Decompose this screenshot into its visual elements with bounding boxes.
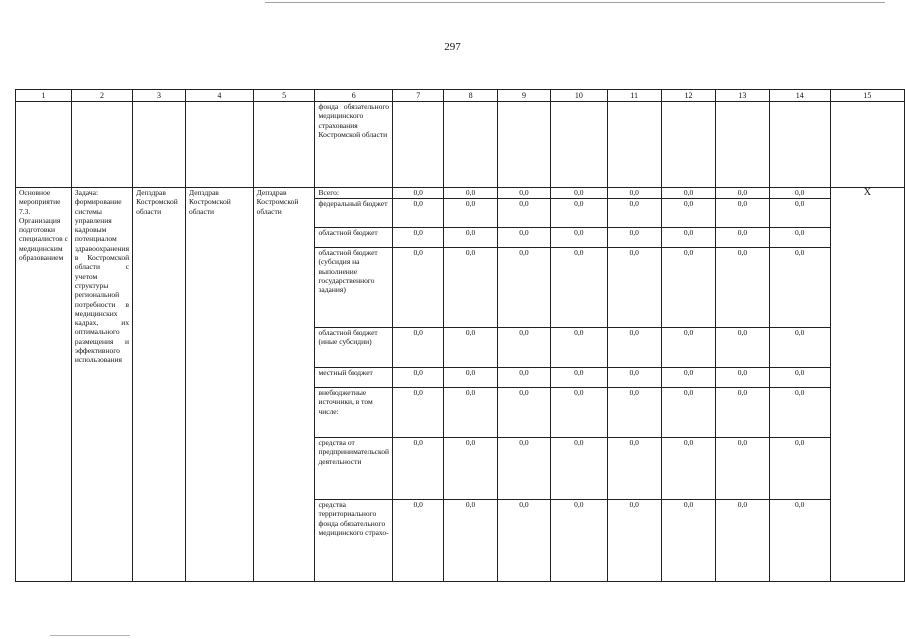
source-label: областной бюджет (субсидия на выполнение государственного задания) (315, 248, 393, 328)
value-cell: 0,0 (497, 368, 550, 388)
cell-empty (393, 102, 444, 188)
cell-empty (186, 102, 254, 188)
cell-empty (444, 102, 497, 188)
source-label: средства от предпринимательской деятельности (315, 438, 393, 500)
value-cell: 0,0 (607, 388, 661, 438)
table-row (16, 188, 905, 199)
value-cell: 0,0 (497, 199, 550, 228)
value-cell: 0,0 (444, 500, 497, 582)
value-cell: 0,0 (393, 388, 444, 438)
cell-empty (71, 102, 132, 188)
col-header: 10 (551, 90, 607, 102)
value-cell: 0,0 (607, 248, 661, 328)
value-cell: 0,0 (607, 500, 661, 582)
col-header: 12 (661, 90, 715, 102)
value-cell: 0,0 (607, 368, 661, 388)
col-header: 7 (393, 90, 444, 102)
cell-empty (253, 102, 315, 188)
responsible-col3: Депздрав Костромской области (133, 188, 186, 582)
value-cell: 0,0 (661, 328, 715, 368)
value-cell: 0,0 (769, 500, 830, 582)
responsible-col5: Депздрав Костромской области (253, 188, 315, 582)
col-header: 5 (253, 90, 315, 102)
cell-empty (661, 102, 715, 188)
value-cell: 0,0 (393, 368, 444, 388)
activity-name: Основное мероприятие 7.3. Организация подготовки специалистов с медицинским образованием (16, 188, 72, 582)
value-cell: 0,0 (393, 228, 444, 248)
cell-empty (551, 102, 607, 188)
value-cell: 0,0 (716, 438, 769, 500)
value-cell: 0,0 (607, 328, 661, 368)
cell-empty (716, 102, 769, 188)
value-cell: 0,0 (551, 500, 607, 582)
value-cell: 0,0 (769, 328, 830, 368)
value-cell: 0,0 (607, 438, 661, 500)
header-row (16, 90, 905, 102)
value-cell: 0,0 (551, 368, 607, 388)
value-cell: 0,0 (716, 228, 769, 248)
source-label: средства территориального фонда обязательного медицинского страхо- (315, 500, 393, 582)
source-label: местный бюджет (315, 368, 393, 388)
value-cell: 0,0 (497, 188, 550, 199)
value-cell: 0,0 (497, 328, 550, 368)
continued-source-label: фонда обязательного медицинского страхования Костромской области (315, 102, 393, 188)
col-header: 15 (830, 90, 904, 102)
value-cell: 0,0 (661, 438, 715, 500)
cell-empty (830, 102, 904, 188)
value-cell: 0,0 (444, 368, 497, 388)
source-label: областной бюджет (иные субсидии) (315, 328, 393, 368)
col-header: 11 (607, 90, 661, 102)
value-cell: 0,0 (393, 328, 444, 368)
page-number: 297 (444, 41, 461, 53)
value-cell: 0,0 (661, 199, 715, 228)
col-header: 4 (186, 90, 254, 102)
value-cell: 0,0 (444, 228, 497, 248)
col-header: 3 (133, 90, 186, 102)
value-cell: 0,0 (607, 188, 661, 199)
value-cell: 0,0 (661, 248, 715, 328)
value-cell: 0,0 (551, 199, 607, 228)
source-label: областной бюджет (315, 228, 393, 248)
value-cell: 0,0 (716, 328, 769, 368)
value-cell: 0,0 (769, 438, 830, 500)
value-cell: 0,0 (716, 500, 769, 582)
value-cell: 0,0 (444, 328, 497, 368)
value-cell: 0,0 (551, 188, 607, 199)
value-cell: 0,0 (769, 228, 830, 248)
value-cell: 0,0 (769, 368, 830, 388)
activity-task: Задача: формирование системы управления кадровым потенциалом здравоохранения в Костромской области с учетом структуры региональной потребности в медицинских кадрах, их оптимального размещения и эффективного использования (71, 188, 132, 582)
value-cell: 0,0 (444, 188, 497, 199)
source-label: федеральный бюджет (315, 199, 393, 228)
continuation-row (16, 102, 905, 188)
value-cell: 0,0 (716, 188, 769, 199)
responsible-col4: Депздрав Костромской области (186, 188, 254, 582)
value-cell: 0,0 (661, 500, 715, 582)
budget-table (15, 89, 905, 582)
col-header: 13 (716, 90, 769, 102)
value-cell: 0,0 (444, 199, 497, 228)
value-cell: 0,0 (661, 368, 715, 388)
value-cell: 0,0 (393, 438, 444, 500)
cell-empty (16, 102, 72, 188)
value-cell: 0,0 (661, 188, 715, 199)
cell-empty (769, 102, 830, 188)
scan-artifact-line (50, 635, 130, 636)
value-cell: 0,0 (661, 228, 715, 248)
value-cell: 0,0 (497, 388, 550, 438)
cell-empty (133, 102, 186, 188)
col15-mark: Х (830, 188, 904, 582)
col-header: 8 (444, 90, 497, 102)
value-cell: 0,0 (497, 500, 550, 582)
scan-artifact-line (265, 2, 885, 3)
value-cell: 0,0 (393, 248, 444, 328)
cell-empty (497, 102, 550, 188)
value-cell: 0,0 (769, 248, 830, 328)
col-header: 1 (16, 90, 72, 102)
value-cell: 0,0 (769, 199, 830, 228)
value-cell: 0,0 (716, 388, 769, 438)
value-cell: 0,0 (497, 228, 550, 248)
value-cell: 0,0 (393, 188, 444, 199)
value-cell: 0,0 (393, 199, 444, 228)
value-cell: 0,0 (716, 248, 769, 328)
source-label: внебюджетные источники, в том числе: (315, 388, 393, 438)
col-header: 9 (497, 90, 550, 102)
value-cell: 0,0 (607, 199, 661, 228)
col-header: 2 (71, 90, 132, 102)
value-cell: 0,0 (716, 199, 769, 228)
value-cell: 0,0 (607, 228, 661, 248)
value-cell: 0,0 (444, 388, 497, 438)
source-label: Всего: (315, 188, 393, 199)
value-cell: 0,0 (497, 438, 550, 500)
cell-empty (607, 102, 661, 188)
value-cell: 0,0 (769, 188, 830, 199)
col-header: 14 (769, 90, 830, 102)
value-cell: 0,0 (444, 248, 497, 328)
value-cell: 0,0 (551, 328, 607, 368)
value-cell: 0,0 (393, 500, 444, 582)
value-cell: 0,0 (661, 388, 715, 438)
value-cell: 0,0 (444, 438, 497, 500)
col-header: 6 (315, 90, 393, 102)
value-cell: 0,0 (551, 248, 607, 328)
value-cell: 0,0 (497, 248, 550, 328)
value-cell: 0,0 (769, 388, 830, 438)
value-cell: 0,0 (551, 438, 607, 500)
value-cell: 0,0 (551, 228, 607, 248)
value-cell: 0,0 (716, 368, 769, 388)
value-cell: 0,0 (551, 388, 607, 438)
